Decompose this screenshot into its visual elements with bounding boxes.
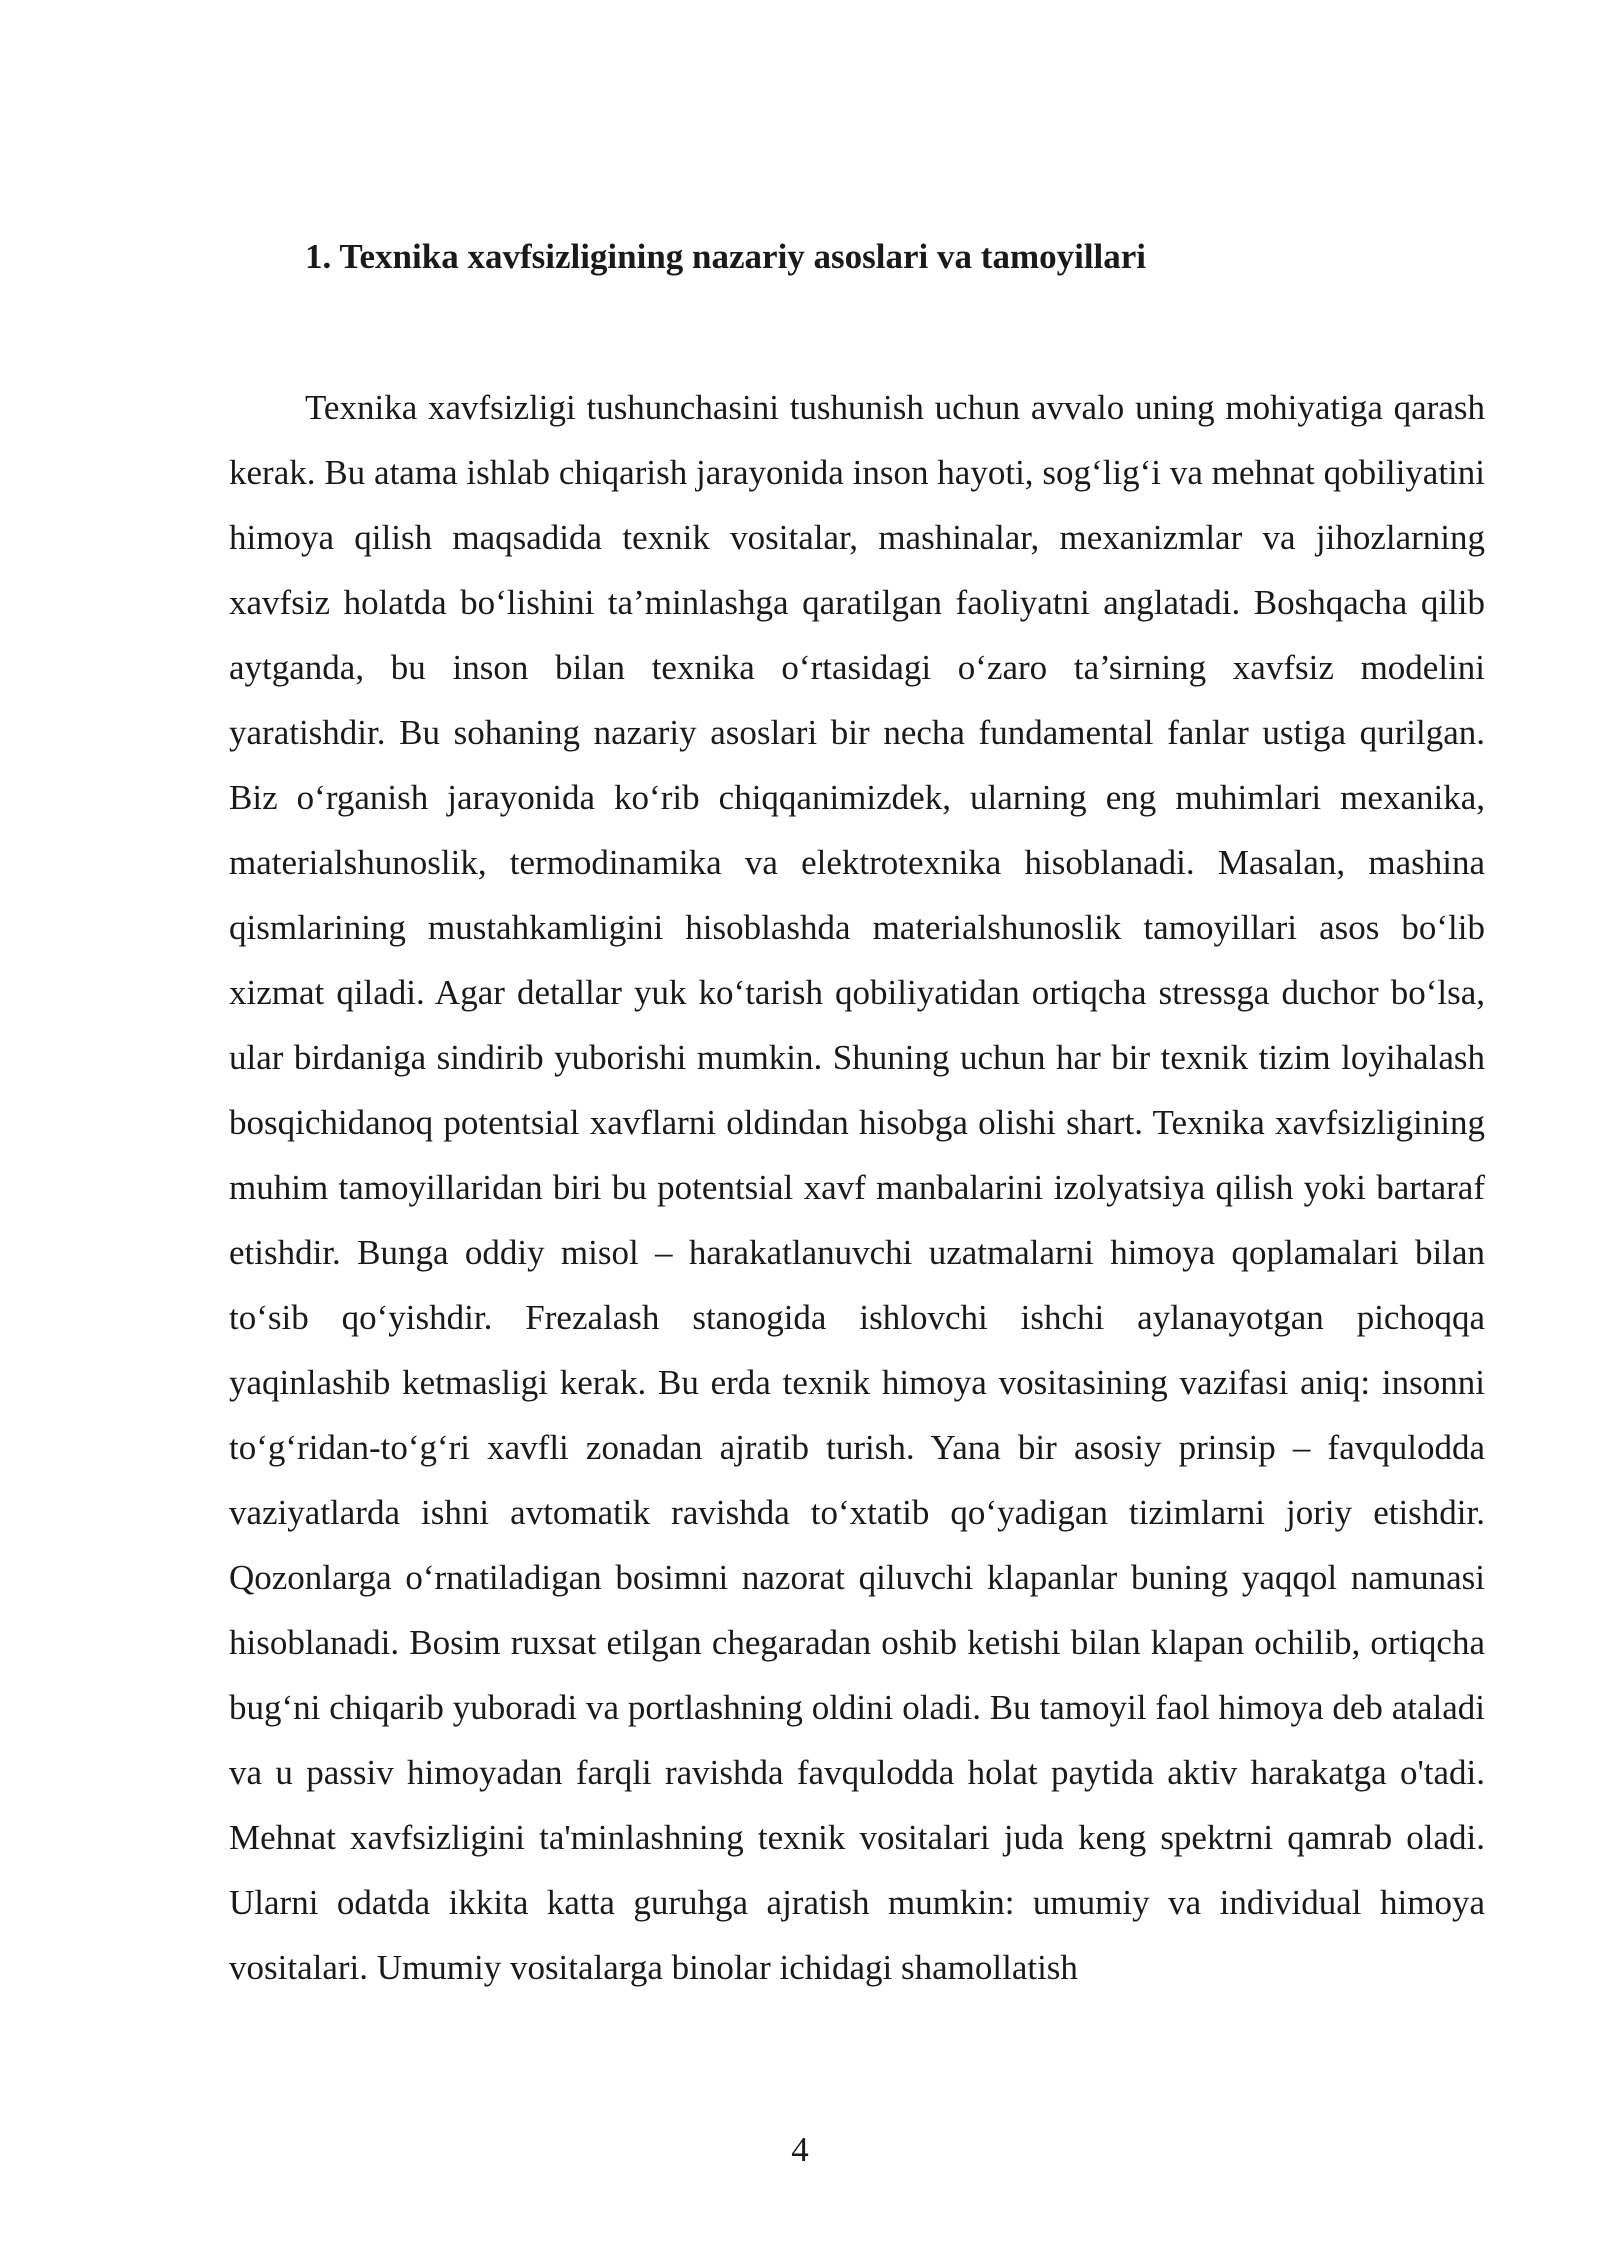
page-number: 4 — [791, 2130, 809, 2169]
body-paragraph: Texnika xavfsizligi tushunchasini tushunish uchun avvalo uning mohiyatiga qarash kerak. Bu atama ishlab chiqarish jarayonida inson hayoti, sog‘lig‘i va mehnat qobiliyatini himoya qilish maqsadida texnik vositalar, mashinalar, mexanizmlar va jihozlarning xavfsiz holatda bo‘lishini ta’minlashga qaratilgan faoliyatni anglatadi. Boshqacha qilib aytganda, bu inson bilan texnika o‘rtasidagi o‘zaro ta’sirning xavfsiz modelini yaratishdir. Bu sohaning nazariy asoslari bir necha fundamental fanlar ustiga qurilgan. Biz o‘rganish jarayonida ko‘rib chiqqanimizdek, ularning eng muhimlari mexanika, materialshunoslik, termodinamika va elektrotexnika hisoblanadi. Masalan, mashina qismlarining mustahkamligini hisoblashda materialshunoslik tamoyillari asos bo‘lib xizmat qiladi. Agar detallar yuk ko‘tarish qobiliyatidan ortiqcha stressga duchor bo‘lsa, ular birdaniga sindirib yuborishi mumkin. Shuning uchun har bir texnik tizim loyihalash bosqichidanoq potentsial xavflarni oldindan hisobga olishi shart. Texnika xavfsizligining muhim tamoyillaridan biri bu potentsial xavf manbalarini izolyatsiya qilish yoki bartaraf etishdir. Bunga oddiy misol – harakatlanuvchi uzatmalarni himoya qoplamalari bilan to‘sib qo‘yishdir. Frezalash stanogida ishlovchi ishchi aylanayotgan pichoqqa yaqinlashib ketmasligi kerak. Bu erda texnik himoya vositasining vazifasi aniq: insonni to‘g‘ridan-to‘g‘ri xavfli zonadan ajratib turish. Yana bir asosiy prinsip – favqulodda vaziyatlarda ishni avtomatik ravishda to‘xtatib qo‘yadigan tizimlarni joriy etishdir. Qozonlarga o‘rnatiladigan bosimni nazorat qiluvchi klapanlar buning yaqqol namunasi hisoblanadi. Bosim ruxsat etilgan chegaradan oshib ketishi bilan klapan ochilib, ortiqcha bug‘ni chiqarib yuboradi va portlashning oldini oladi. Bu tamoyil faol himoya deb ataladi va u passiv himoyadan farqli ravishda favqulodda holat paytida aktiv harakatga o'tadi. Mehnat xavfsizligini ta'minlashning texnik vositalari juda keng spektrni qamrab oladi. Ularni odatda ikkita katta guruhga ajratish mumkin: umumiy va individual himoya vositalari. Umumiy vositalarga binolar ichidagi shamollatish — [229, 388, 1485, 1987]
section-heading: 1. Texnika xavfsizligining nazariy asoslari va tamoyillari — [305, 237, 1147, 276]
